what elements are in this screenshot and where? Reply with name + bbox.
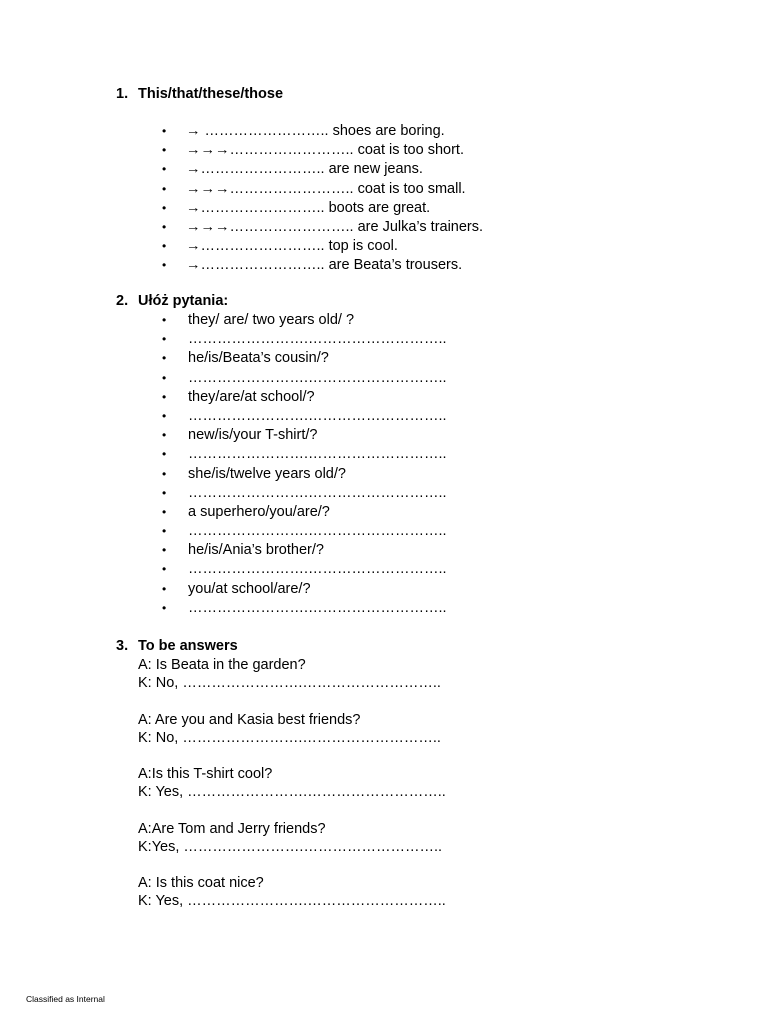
bullet-icon: • xyxy=(162,408,167,423)
dialog-answer: K: Yes, …………………….……………………….. xyxy=(138,893,446,910)
bullet-icon: • xyxy=(162,313,167,327)
bullet-icon: • xyxy=(162,351,167,366)
section-number: 3. xyxy=(116,638,129,654)
bullet-icon: • xyxy=(162,447,167,462)
section-title: To be answers xyxy=(138,638,238,654)
bullet-icon: • xyxy=(162,181,167,196)
answer-blank: …………………….……………………….. xyxy=(188,484,447,501)
section-to-be-answers xyxy=(116,636,716,911)
list-item xyxy=(116,218,716,237)
bullet-icon: • xyxy=(162,258,167,273)
answer-blank: …………………….……………………….. xyxy=(188,446,447,463)
item-text: →…………………….. boots are great. xyxy=(186,199,431,216)
dialog-question: A:Is this T-shirt cool? xyxy=(138,766,273,783)
bullet-icon: • xyxy=(162,239,167,254)
dialog-answer: K: No, …………………….……………………….. xyxy=(138,729,441,746)
answer-blank: …………………….……………………….. xyxy=(188,599,447,616)
item-text: she/is/twelve years old/? xyxy=(188,465,346,482)
item-text: →…………………….. top is cool. xyxy=(186,238,398,255)
bullet-icon: • xyxy=(162,124,167,138)
dialog-spacer xyxy=(138,747,716,765)
dialog-spacer xyxy=(138,692,716,710)
item-text: he/is/Beata’s cousin/? xyxy=(188,350,329,367)
bullet-icon: • xyxy=(162,219,167,234)
list-item xyxy=(116,330,716,349)
item-text: →…………………….. are Beata’s trousers. xyxy=(186,257,463,274)
dialog-question: A: Is this coat nice? xyxy=(138,875,264,892)
bullet-icon: • xyxy=(162,485,167,500)
section-heading xyxy=(116,84,716,104)
bullet-icon: • xyxy=(162,466,167,481)
section-number: 1. xyxy=(116,86,129,102)
bullet-icon: • xyxy=(162,562,167,577)
list-item xyxy=(116,465,716,484)
bullet-icon: • xyxy=(162,389,167,404)
answer-blank: …………………….……………………….. xyxy=(188,407,447,424)
bullet-icon: • xyxy=(162,581,167,596)
dialog-answer: K: No, …………………….……………………….. xyxy=(138,675,441,692)
list-item xyxy=(116,237,716,256)
dialog-spacer xyxy=(138,856,716,874)
list-item xyxy=(116,311,716,330)
classification-footer: Classified as Internal xyxy=(26,994,105,1004)
list-item xyxy=(116,560,716,579)
list-item xyxy=(116,503,716,522)
bullet-icon: • xyxy=(162,504,167,519)
item-text: they/ are/ two years old/ ? xyxy=(188,312,355,328)
section-number: 2. xyxy=(116,293,129,309)
exercise-list xyxy=(116,311,716,618)
bullet-icon: • xyxy=(162,200,167,215)
list-item xyxy=(116,445,716,464)
list-item xyxy=(116,160,716,179)
item-text: he/is/Ania’s brother/? xyxy=(188,542,324,559)
bullet-icon: • xyxy=(162,143,167,158)
section-title: This/that/these/those xyxy=(138,86,284,102)
dialog-answer: K:Yes, …………………….……………………….. xyxy=(138,838,442,855)
item-text: →→→…………………….. coat is too short. xyxy=(186,142,464,159)
dialog-list xyxy=(138,656,716,911)
bullet-icon: • xyxy=(162,428,167,443)
list-item xyxy=(116,388,716,407)
answer-blank: …………………….……………………….. xyxy=(188,331,447,348)
item-text: new/is/your T-shirt/? xyxy=(188,427,318,444)
item-text: →…………………….. are new jeans. xyxy=(186,161,423,178)
bullet-icon: • xyxy=(162,162,167,177)
answer-blank: …………………….……………………….. xyxy=(188,369,447,386)
list-item xyxy=(116,484,716,503)
list-item xyxy=(116,407,716,426)
item-text: you/at school/are/? xyxy=(188,580,311,597)
bullet-icon: • xyxy=(162,524,167,539)
item-text: a superhero/you/are/? xyxy=(188,503,330,520)
list-item xyxy=(116,541,716,560)
section-questions xyxy=(116,291,716,618)
dialog-spacer xyxy=(138,802,716,820)
bullet-icon: • xyxy=(162,600,167,615)
list-item xyxy=(116,580,716,599)
section-heading xyxy=(116,291,716,311)
section-title: Ułóż pytania: xyxy=(138,293,229,309)
list-item xyxy=(116,199,716,218)
item-text: they/are/at school/? xyxy=(188,388,315,405)
list-item xyxy=(116,426,716,445)
item-text: →→→…………………….. are Julka’s trainers. xyxy=(186,218,484,235)
dialog-question: A: Is Beata in the garden? xyxy=(138,657,306,673)
list-item xyxy=(116,122,716,141)
bullet-icon: • xyxy=(162,332,167,347)
bullet-icon: • xyxy=(162,370,167,385)
dialog-question: A: Are you and Kasia best friends? xyxy=(138,711,361,728)
dialog-question: A:Are Tom and Jerry friends? xyxy=(138,820,326,837)
bullet-icon: • xyxy=(162,543,167,558)
list-item xyxy=(116,180,716,199)
list-item xyxy=(116,141,716,160)
list-item xyxy=(116,599,716,618)
answer-blank: …………………….……………………….. xyxy=(188,561,447,578)
list-item xyxy=(116,522,716,541)
item-text: → …………………….. shoes are boring. xyxy=(186,123,445,139)
answer-blank: …………………….……………………….. xyxy=(188,523,447,540)
list-item xyxy=(116,349,716,368)
item-text: →→→…………………….. coat is too small. xyxy=(186,180,466,197)
exercise-list xyxy=(116,122,716,276)
section-demonstratives xyxy=(116,84,716,276)
list-item xyxy=(116,256,716,275)
section-heading xyxy=(116,636,716,656)
list-item xyxy=(116,369,716,388)
dialog-answer: K: Yes, …………………….……………………….. xyxy=(138,784,446,801)
